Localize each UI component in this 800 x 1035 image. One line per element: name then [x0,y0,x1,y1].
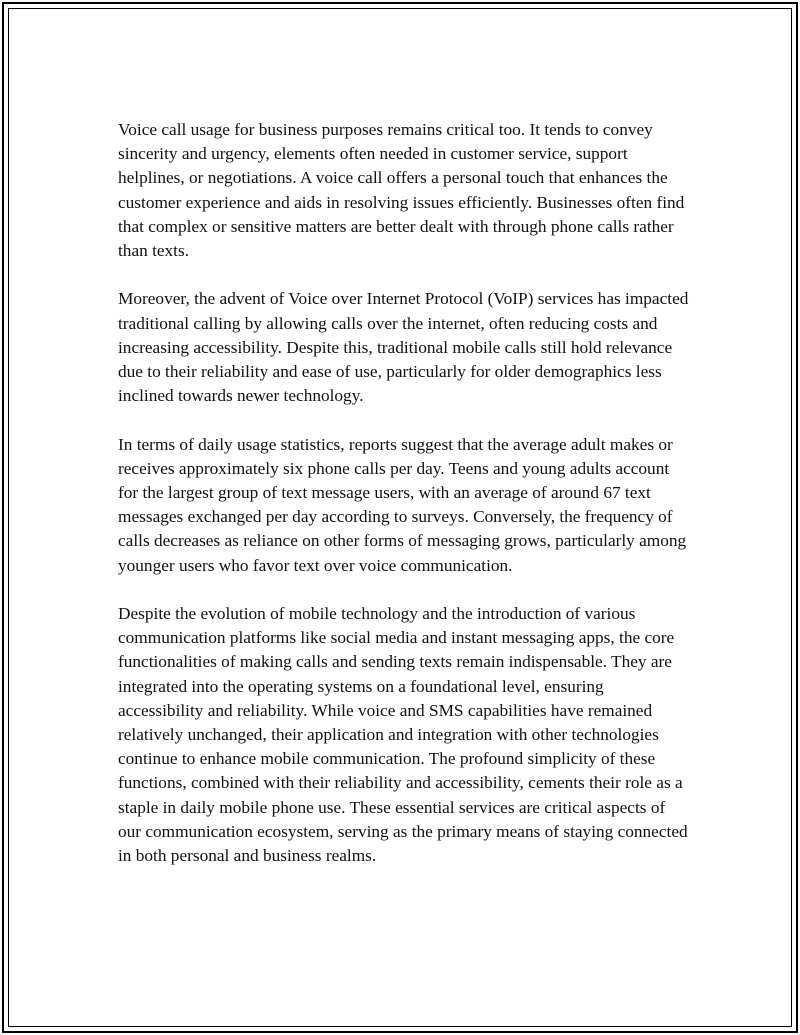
paragraph-business-voice-calls: Voice call usage for business purposes remains critical too. It tends to convey sincerity and urgency, elements often needed in customer service, support helplines, or negotiations. A voice call offers a personal touch that enhances the customer experience and aids in resolving issues efficiently. Businesses often find that complex or sensitive matters are better dealt with through phone calls rather than texts. [118,120,685,261]
paragraph-conclusion: Despite the evolution of mobile technology and the introduction of various communication platforms like social media and instant messaging apps, the core functionalities of making calls and sending texts remain indispensable. They are integrated into the operating systems on a foundational level, ensuring accessibility and reliability. While voice and SMS capabilities have remained relatively unchanged, their application and integration with other technologies continue to enhance mobile communication. The profound simplicity of these functions, combined with their reliability and accessibility, cements their role as a staple in daily mobile phone use. These essential services are critical aspects of our communication ecosystem, serving as the primary means of staying connected in both personal and business realms. [118,604,688,866]
paragraph-usage-statistics: In terms of daily usage statistics, reports suggest that the average adult makes or receives approximately six phone calls per day. Teens and young adults account for the largest group of text message users, with an average of around 67 text messages exchanged per day according to surveys. Conversely, the frequency of calls decreases as reliance on other forms of messaging grows, particularly among younger users who favor text over voice communication. [118,434,687,575]
document-body [118,118,690,892]
paragraph-voip: Moreover, the advent of Voice over Internet Protocol (VoIP) services has impacted traditional calling by allowing calls over the internet, often reducing costs and increasing accessibility. Despite this, traditional mobile calls still hold relevance due to their reliability and ease of use, particularly for older demographics less inclined towards newer technology. [118,289,689,406]
